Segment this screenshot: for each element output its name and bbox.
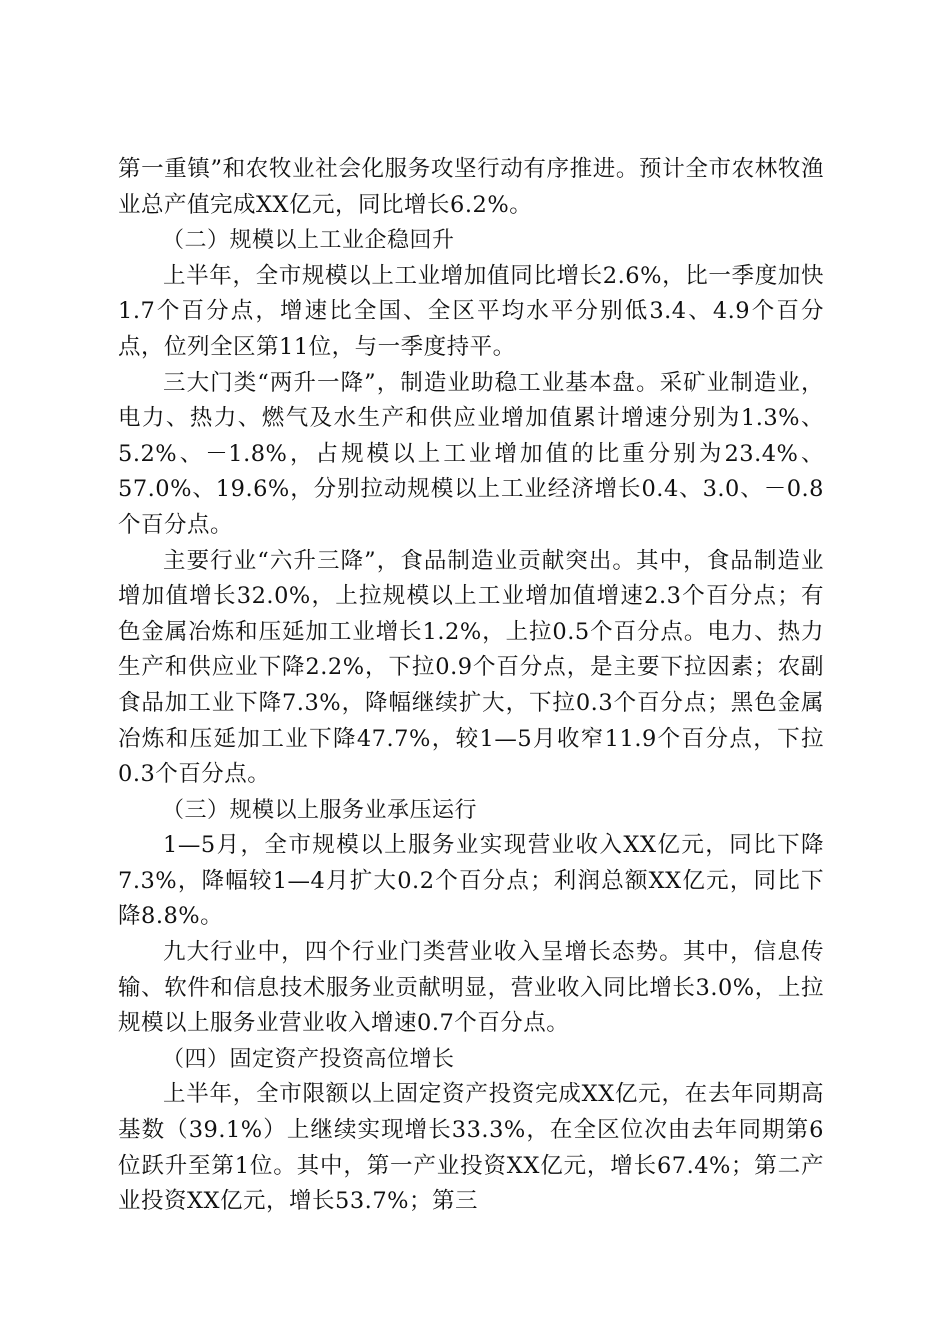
section-heading-investment: （四）固定资产投资高位增长 <box>162 1046 455 1072</box>
body-paragraph-investment: 上半年，全市限额以上固定资产投资完成XX亿元，在去年同期高基数（39.1%）上继续实现增长33.3%，在全区位次由去年同期第6位跃升至第1位。其中，第一产业投资XX亿元，增长67.4%；第二产业投资XX亿元，增长53.7%；第三 <box>118 1081 824 1215</box>
body-paragraph-industry-overview: 上半年，全市规模以上工业增加值同比增长2.6%，比一季度加快1.7个百分点，增速比全国、全区平均水平分别低3.4、4.9个百分点，位列全区第11位，与一季度持平。 <box>118 262 824 360</box>
section-heading-industry: （二）规模以上工业企稳回升 <box>162 228 455 254</box>
document-page <box>118 152 824 1220</box>
body-paragraph-services-sectors: 九大行业中，四个行业门类营业收入呈增长态势。其中，信息传输、软件和信息技术服务业贡献明显，营业收入同比增长3.0%，上拉规模以上服务业营业收入增速0.7个百分点。 <box>118 939 824 1037</box>
body-paragraph-industry-categories: 三大门类“两升一降”，制造业助稳工业基本盘。采矿业制造业，电力、热力、燃气及水生产和供应业增加值累计增速分别为1.3%、5.2%、－1.8%，占规模以上工业增加值的比重分别为23.4%、57.0%、19.6%，分别拉动规模以上工业经济增长0.4、3.0、－0.8个百分点。 <box>118 369 824 538</box>
body-paragraph-continuation: 第一重镇”和农牧业社会化服务攻坚行动有序推进。预计全市农林牧渔业总产值完成XX亿元，同比增长6.2%。 <box>118 156 824 218</box>
body-paragraph-services-revenue: 1—5月，全市规模以上服务业实现营业收入XX亿元，同比下降7.3%，降幅较1—4月扩大0.2个百分点；利润总额XX亿元，同比下降8.8%。 <box>118 832 824 930</box>
section-heading-services: （三）规模以上服务业承压运行 <box>162 797 478 823</box>
body-paragraph-industry-sectors: 主要行业“六升三降”，食品制造业贡献突出。其中，食品制造业增加值增长32.0%，上拉规模以上工业增加值增速2.3个百分点；有色金属冶炼和压延加工业增长1.2%，上拉0.5个百分点。电力、热力生产和供应业下降2.2%，下拉0.9个百分点，是主要下拉因素；农副食品加工业下降7.3%，降幅继续扩大，下拉0.3个百分点；黑色金属冶炼和压延加工业下降47.7%，较1—5月收窄11.9个百分点，下拉0.3个百分点。 <box>118 547 824 788</box>
